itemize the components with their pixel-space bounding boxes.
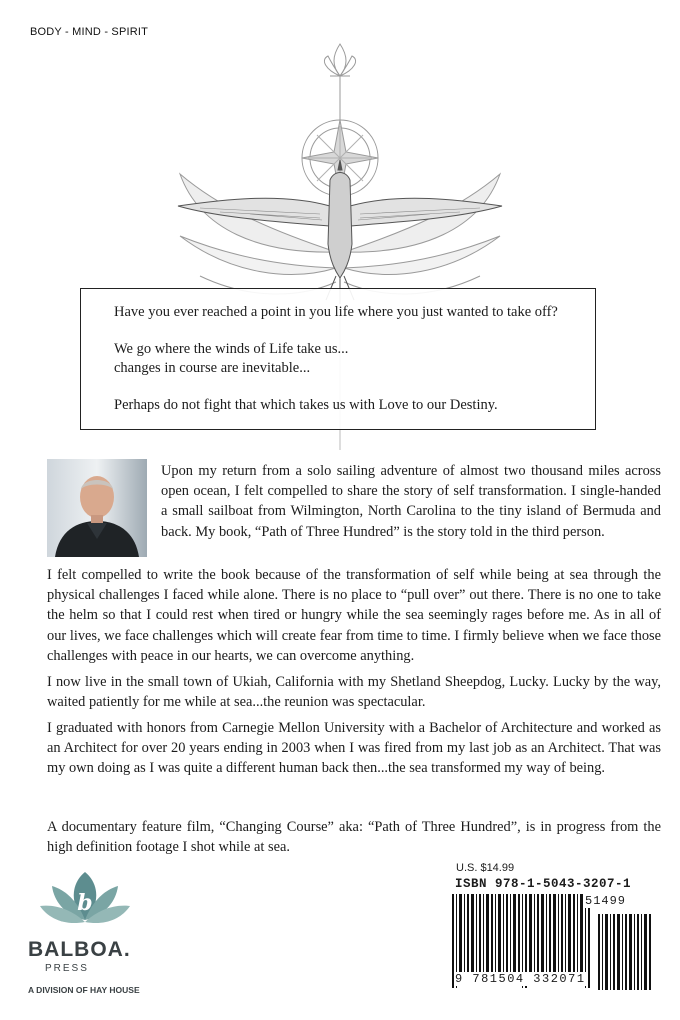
bio-paragraph: I now live in the small town of Ukiah, California with my Shetland Sheepdog, Lucky. Lucky by the way, waited patiently for me while at sea...the reunion was spectacular. <box>47 674 661 711</box>
bio-paragraph: A documentary feature film, “Changing Course” aka: “Path of Three Hundred”, is in progress from the high definition footage I shot while at sea. <box>47 819 661 856</box>
author-photo <box>47 459 147 557</box>
quote-line: Perhaps do not fight that which takes us with Love to our Destiny. <box>114 397 498 413</box>
bio-paragraph: I graduated with honors from Carnegie Mellon University with a Bachelor of Architecture and worked as an Architect for over 20 years ending in 2003 when I was fired from my last job as an Architect. That was my own doing as I was quite a different human back then...the sea transformed my way of being. <box>47 720 661 777</box>
logo-letter: b <box>77 890 93 916</box>
publisher-press: PRESS <box>45 963 89 974</box>
quote-line: Have you ever reached a point in you life where you just wanted to take off? <box>114 304 558 320</box>
bio-paragraph: Upon my return from a solo sailing adventure of almost two thousand miles across open ocean, I felt compelled to share the story of self transformation. I single-handed a small sailboat from Wilmington, North Carolina to the tiny island of Bermuda and back. My book, “Path of Three Hundred” is the story told in the third person. <box>161 463 661 540</box>
quote-line: We go where the winds of Life take us... <box>114 341 349 357</box>
isbn-number: ISBN 978-1-5043-3207-1 <box>455 877 632 891</box>
publisher-name: BALBOA. <box>28 938 131 961</box>
quote-line: changes in course are inevitable... <box>114 360 311 376</box>
bio-paragraph: I felt compelled to write the book because of the transformation of self while being at sea through the physical challenges I faced while alone. There is no place to “pull over” out there. There is no one to take the helm so that I could rest when tired or hungry while the sea seemingly rages before me. As in all of our lives, we face challenges which will create fear from time to time. I firmly believe when we face those challenges with peace in our hearts, we can overcome anything. <box>47 567 661 664</box>
price-label: U.S. $14.99 <box>456 862 515 874</box>
publisher-division: A DIVISION OF HAY HOUSE <box>28 985 140 995</box>
quote-box <box>80 288 596 430</box>
barcode-digits: 9 781504 332071 <box>455 972 586 986</box>
category-label: BODY - MIND - SPIRIT <box>30 26 149 38</box>
barcode-addon: 51499 <box>585 894 627 908</box>
